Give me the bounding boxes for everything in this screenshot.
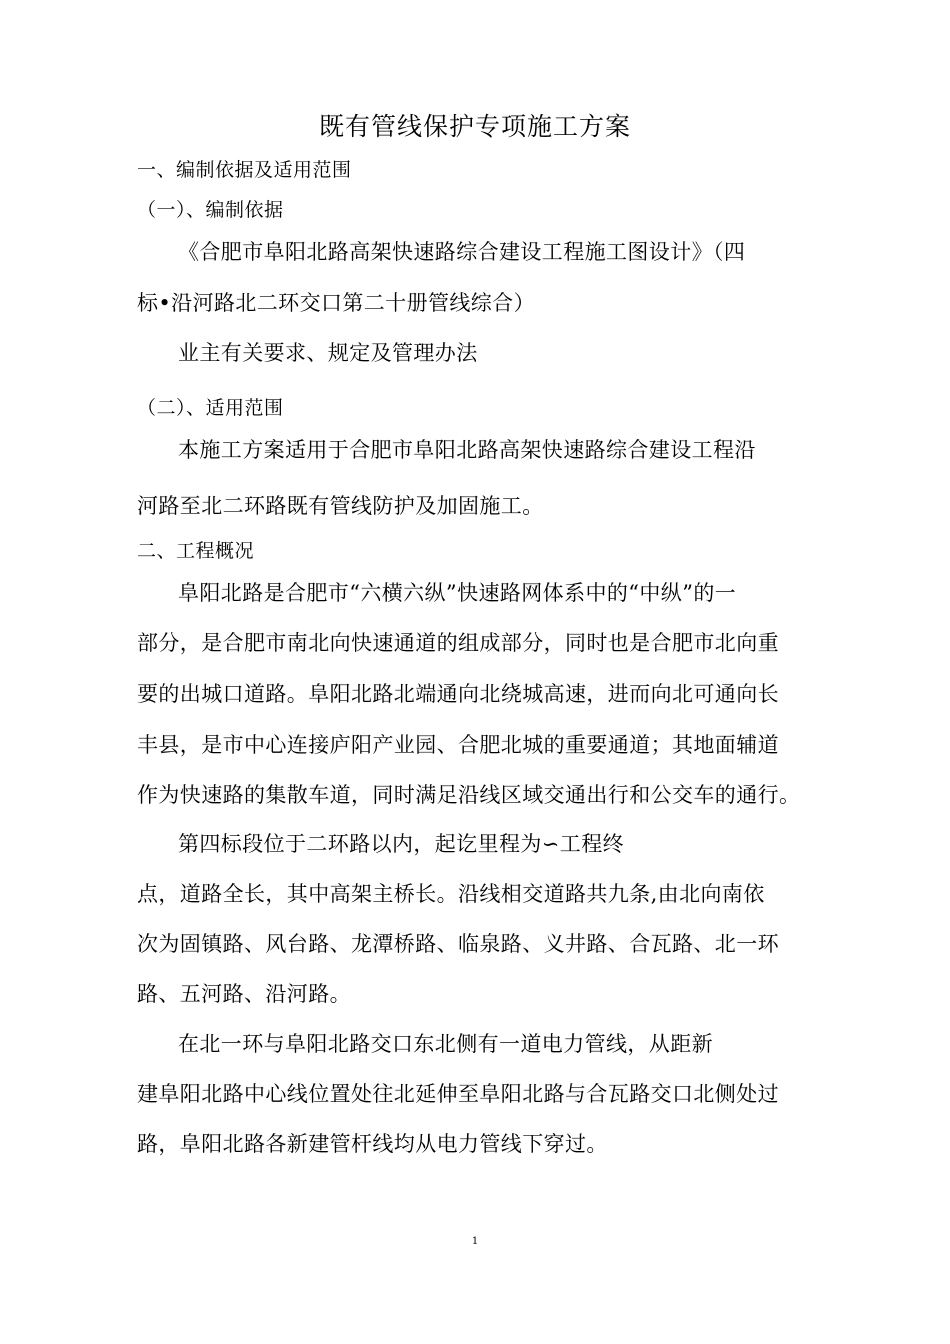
- paragraph-line: 在北一环与阜阳北路交口东北侧有一道电力管线，从距新: [178, 1032, 713, 1056]
- subsection-heading-basis: （一）、编制依据: [137, 199, 284, 221]
- paragraph-line: 河路至北二环路既有管线防护及加固施工。: [137, 494, 544, 518]
- paragraph-line: 作为快速路的集散车道，同时满足沿线区域交通出行和公交车的通行。: [137, 783, 801, 807]
- paragraph-line: 阜阳北路是合肥市“六横六纵”快速路网体系中的“中纵”的一: [178, 581, 737, 605]
- section-heading-2: 二、工程概况: [137, 540, 255, 562]
- subsection-heading-scope: （二）、适用范围: [137, 397, 284, 419]
- paragraph-line: 业主有关要求、规定及管理办法: [178, 341, 478, 365]
- paragraph-line: 次为固镇路、风台路、龙潭桥路、临泉路、义井路、合瓦路、北一环: [137, 932, 779, 956]
- paragraph-line: 《合肥市阜阳北路高架快速路综合建设工程施工图设计》（四: [178, 240, 746, 264]
- page-number: 1: [471, 1236, 479, 1247]
- paragraph-line: 路、五河路、沿河路。: [137, 982, 351, 1006]
- paragraph-line: 建阜阳北路中心线位置处往北延伸至阜阳北路与合瓦路交口北侧处过: [137, 1082, 779, 1106]
- paragraph-line: 标•沿河路北二环交口第二十册管线综合）: [137, 291, 535, 315]
- paragraph-line: 路，阜阳北路各新建管杆线均从电力管线下穿过。: [137, 1132, 608, 1156]
- paragraph-line: 点，道路全长，其中高架主桥长。沿线相交道路共九条,由北向南依: [137, 882, 765, 906]
- paragraph-line: 第四标段位于二环路以内，起讫里程为∽工程终: [178, 832, 624, 856]
- paragraph-line: 本施工方案适用于合肥市阜阳北路高架快速路综合建设工程沿: [178, 438, 756, 462]
- document-title: 既有管线保护专项施工方案: [318, 112, 631, 141]
- paragraph-line: 要的出城口道路。阜阳北路北端通向北绕城高速，进而向北可通向长: [137, 682, 779, 706]
- paragraph-line: 部分，是合肥市南北向快速通道的组成部分，同时也是合肥市北向重: [137, 631, 779, 655]
- paragraph-line: 丰县，是市中心连接庐阳产业园、合肥北城的重要通道；其地面辅道: [137, 733, 779, 757]
- section-heading-1: 一、编制依据及适用范围: [137, 159, 352, 181]
